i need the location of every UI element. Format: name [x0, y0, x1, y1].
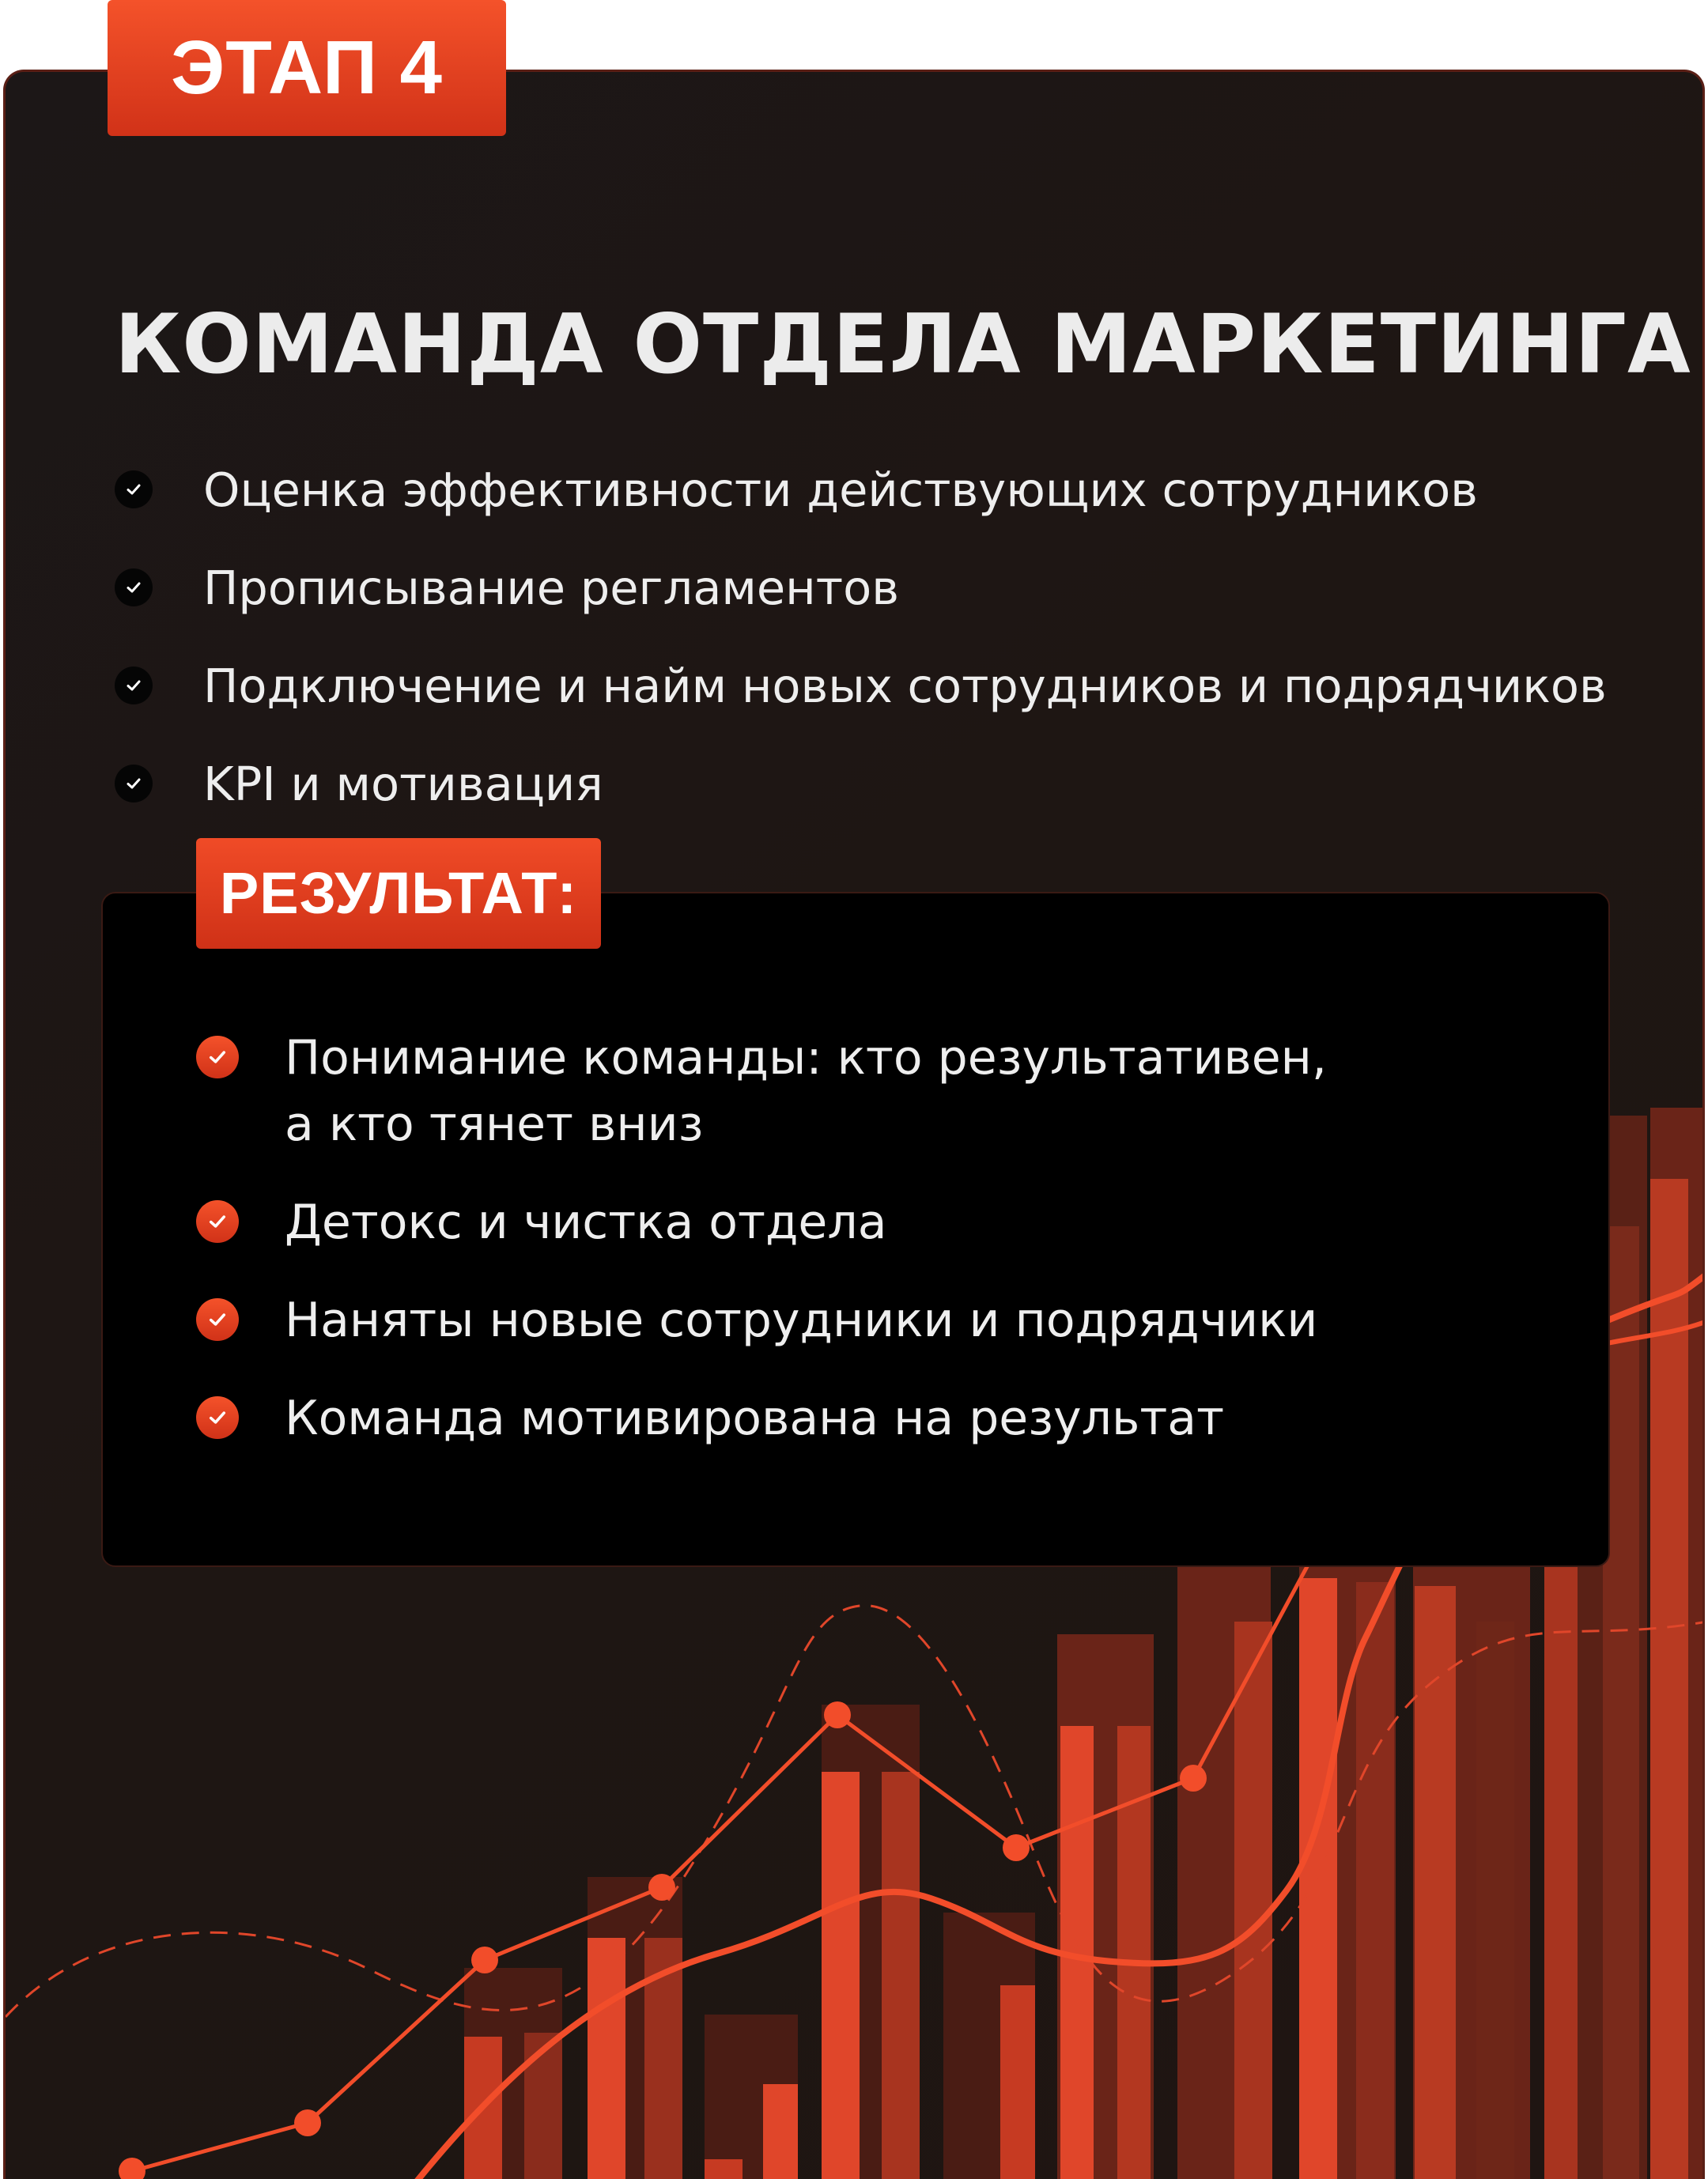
- chart-bar: [763, 2084, 798, 2179]
- task-text: Подключение и найм новых сотрудников и подрядчиков: [203, 658, 1607, 713]
- chart-point: [1003, 1834, 1030, 1861]
- chart-bar: [1356, 1582, 1394, 2179]
- result-item: [196, 1385, 1327, 1452]
- result-badge: РЕЗУЛЬТАТ:: [196, 838, 601, 949]
- check-icon: [196, 1396, 239, 1439]
- result-text: Понимание команды: кто результативен, а кто тянет вниз: [285, 1030, 1327, 1152]
- chart-bar: [1299, 1578, 1337, 2179]
- result-text: Наняты новые сотрудники и подрядчики: [285, 1293, 1318, 1348]
- list-item: [115, 538, 1607, 636]
- chart-bar: [822, 1772, 860, 2179]
- chart-point: [119, 2158, 145, 2179]
- task-text: KPI и мотивация: [203, 756, 603, 811]
- chart-bar: [588, 1938, 625, 2179]
- result-item: [196, 1025, 1327, 1157]
- check-icon: [196, 1036, 239, 1078]
- chart-bar: [1415, 1586, 1456, 2179]
- check-icon: [115, 765, 153, 802]
- check-icon: [115, 667, 153, 704]
- chart-point: [471, 1947, 498, 1973]
- chart-bar: [1234, 1622, 1272, 2179]
- chart-bar: [1476, 1622, 1514, 2179]
- page-title: КОМАНДА ОТДЕЛА МАРКЕТИНГА: [115, 297, 1691, 392]
- chart-bar: [524, 2033, 562, 2179]
- chart-point: [1180, 1765, 1207, 1792]
- chart-point: [648, 1874, 675, 1901]
- stage-badge: ЭТАП 4: [108, 0, 506, 136]
- chart-point: [294, 2109, 321, 2136]
- result-text: Детокс и чистка отдела: [285, 1195, 887, 1250]
- check-icon: [115, 568, 153, 606]
- result-item: [196, 1287, 1327, 1354]
- task-list: [115, 440, 1607, 833]
- result-item: [196, 1189, 1327, 1256]
- check-icon: [115, 470, 153, 508]
- check-icon: [196, 1200, 239, 1243]
- task-text: Оценка эффективности действующих сотрудников: [203, 462, 1478, 517]
- chart-bar: [882, 1772, 920, 2179]
- list-item: [115, 735, 1607, 833]
- check-icon: [196, 1298, 239, 1341]
- result-text: Команда мотивирована на результат: [285, 1391, 1225, 1446]
- list-item: [115, 440, 1607, 538]
- result-list: [196, 1025, 1327, 1483]
- chart-bar: [1117, 1726, 1151, 2179]
- chart-point: [824, 1701, 851, 1728]
- chart-bar: [705, 2159, 743, 2179]
- task-text: Прописывание регламентов: [203, 560, 899, 615]
- list-item: [115, 636, 1607, 735]
- chart-bar: [1000, 1985, 1035, 2179]
